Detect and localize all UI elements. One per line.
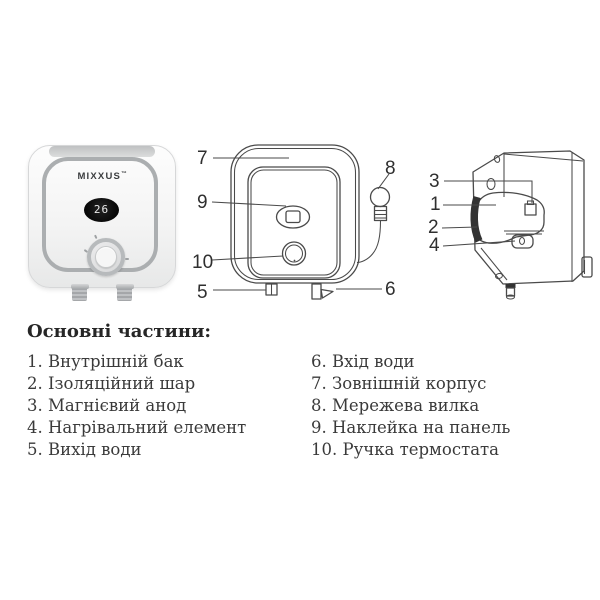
parts-column-1 <box>27 351 311 461</box>
knob-tick <box>125 258 129 260</box>
water-outlet-pipe <box>72 286 87 301</box>
trademark-mark: ™ <box>121 171 127 177</box>
power-plug-head <box>371 188 390 207</box>
callout-number-8: 8 <box>385 158 396 179</box>
knob-dot <box>294 260 296 262</box>
parts-item-6: 6. Вхід води <box>311 352 415 371</box>
panel-sticker-oval <box>277 206 310 228</box>
thermostat-knob <box>87 238 125 276</box>
anode-plug <box>525 204 536 215</box>
heater-hole <box>520 238 525 245</box>
parts-item-1: 1. Внутрішній бак <box>27 352 184 371</box>
callout-number-1: 1 <box>430 194 441 215</box>
callout-line-9 <box>212 202 286 206</box>
anode-cap <box>528 201 534 205</box>
callout-number-7: 7 <box>197 148 208 169</box>
casing-outline <box>473 151 584 284</box>
side-cutaway-diagram <box>420 140 600 305</box>
callout-number-9: 9 <box>197 192 208 213</box>
brand-text: MIXXUS <box>77 171 122 183</box>
parts-item-10: 10. Ручка термостата <box>311 440 499 459</box>
callout-number-2: 2 <box>428 217 439 238</box>
parts-column-2 <box>311 351 510 461</box>
bracket-hole-mid <box>487 179 495 190</box>
callout-number-5: 5 <box>197 282 208 303</box>
parts-item-9: 9. Наклейка на панель <box>311 418 511 437</box>
callout-line-3 <box>444 181 532 203</box>
knob-inner-outline <box>286 245 303 262</box>
temperature-display <box>84 198 119 222</box>
callout-number-3: 3 <box>429 171 440 192</box>
casing-bottom-edge <box>481 248 507 280</box>
panel-sticker-window <box>286 211 300 223</box>
temperature-value: 26 <box>93 203 110 216</box>
power-cord <box>357 221 381 263</box>
callout-number-10: 10 <box>192 252 214 273</box>
water-inlet-pipe <box>117 286 132 301</box>
callout-number-6: 6 <box>385 279 396 300</box>
front-view-diagram <box>190 140 405 310</box>
inlet-valve-body <box>312 284 321 299</box>
product-photo <box>28 145 176 305</box>
callout-number-4: 4 <box>429 235 440 256</box>
thermostat-knob-center <box>95 246 117 268</box>
parts-item-7: 7. Зовнішній корпус <box>311 374 487 393</box>
insulation-band <box>474 197 479 241</box>
inner-tank-outline <box>474 192 544 243</box>
parts-list-title: Основні частини: <box>27 321 212 342</box>
casing-top-edge <box>504 154 583 161</box>
brand-logo <box>28 171 176 182</box>
heater-top-cap <box>49 146 155 157</box>
callout-line-4 <box>443 241 515 246</box>
parts-item-4: 4. Нагрівальний елемент <box>27 418 247 437</box>
parts-list <box>27 351 572 461</box>
inlet-valve-spout <box>321 290 333 299</box>
parts-item-2: 2. Ізоляційний шар <box>27 374 196 393</box>
parts-item-5: 5. Вихід води <box>27 440 142 459</box>
parts-item-3: 3. Магнієвий анод <box>27 396 187 415</box>
parts-item-8: 8. Мережева вилка <box>311 396 480 415</box>
